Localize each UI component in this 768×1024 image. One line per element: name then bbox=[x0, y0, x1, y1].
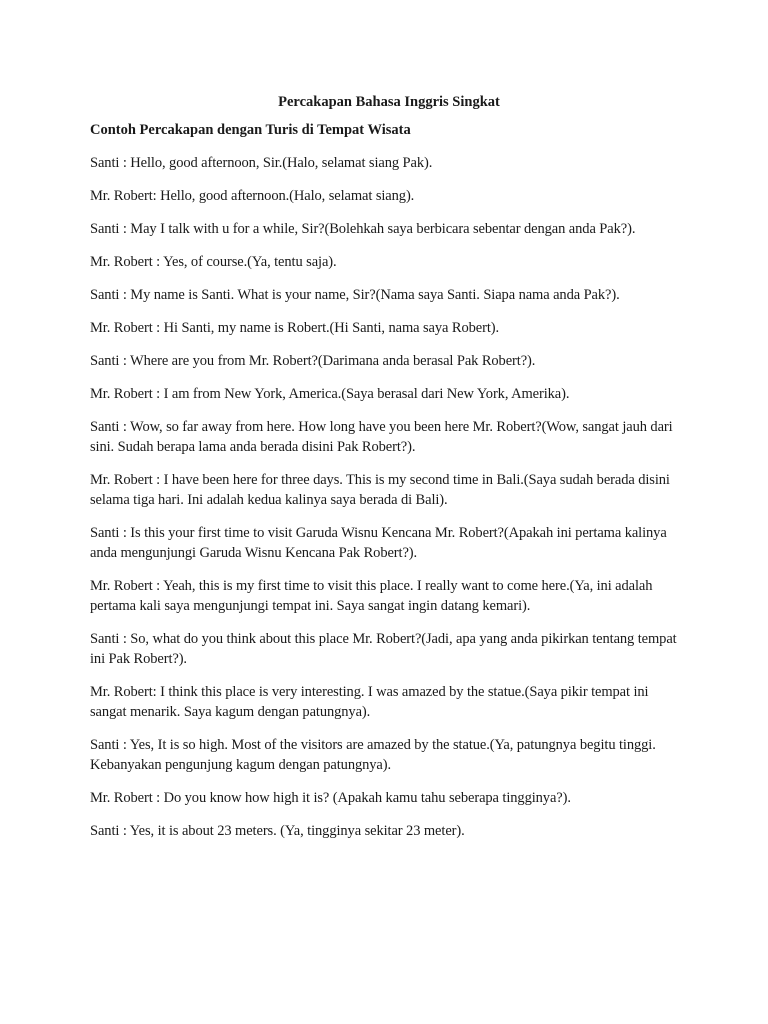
dialogue-line: Santi : Hello, good afternoon, Sir.(Halo, selamat siang Pak). bbox=[90, 155, 433, 171]
dialogue-line: Santi : Wow, so far away from here. How long have you been here Mr. Robert?(Wow, sangat jauh dari sini. Sudah berapa lama anda berada disini Pak Robert?). bbox=[90, 419, 673, 455]
dialogue-line: Santi : So, what do you think about this place Mr. Robert?(Jadi, apa yang anda pikirkan tentang tempat ini Pak Robert?). bbox=[90, 631, 677, 667]
dialogue-line: Mr. Robert : Yes, of course.(Ya, tentu saja). bbox=[90, 254, 337, 270]
document-title: Percakapan Bahasa Inggris Singkat bbox=[278, 94, 500, 110]
dialogue-line: Santi : Where are you from Mr. Robert?(Darimana anda berasal Pak Robert?). bbox=[90, 353, 536, 369]
dialogue-line: Santi : My name is Santi. What is your name, Sir?(Nama saya Santi. Siapa nama anda Pak?). bbox=[90, 287, 620, 303]
dialogue-line: Mr. Robert : I am from New York, America.(Saya berasal dari New York, Amerika). bbox=[90, 386, 570, 402]
dialogue-line: Mr. Robert : Hi Santi, my name is Robert.(Hi Santi, nama saya Robert). bbox=[90, 320, 500, 336]
dialogue-line: Santi : Is this your first time to visit Garuda Wisnu Kencana Mr. Robert?(Apakah ini pertama kalinya anda mengunjungi Garuda Wisnu Kencana Pak Robert?). bbox=[90, 525, 667, 561]
dialogue bbox=[90, 153, 688, 841]
dialogue-line: Santi : May I talk with u for a while, Sir?(Bolehkah saya berbicara sebentar dengan anda Pak?). bbox=[90, 221, 636, 237]
dialogue-line: Santi : Yes, It is so high. Most of the visitors are amazed by the statue.(Ya, patungnya begitu tinggi. Kebanyakan pengunjung kagum dengan patungnya). bbox=[90, 737, 656, 773]
dialogue-line: Mr. Robert : Yeah, this is my first time to visit this place. I really want to come here.(Ya, ini adalah pertama kali saya mengunjungi tempat ini. Saya sangat ingin datang kemari). bbox=[90, 578, 653, 614]
section-heading: Contoh Percakapan dengan Turis di Tempat Wisata bbox=[90, 122, 411, 138]
dialogue-line: Mr. Robert: Hello, good afternoon.(Halo, selamat siang). bbox=[90, 188, 415, 204]
dialogue-line: Mr. Robert : Do you know how high it is? (Apakah kamu tahu seberapa tingginya?). bbox=[90, 790, 571, 806]
dialogue-line: Santi : Yes, it is about 23 meters. (Ya, tingginya sekitar 23 meter). bbox=[90, 823, 465, 839]
dialogue-line: Mr. Robert : I have been here for three days. This is my second time in Bali.(Saya sudah berada disini selama tiga hari. Ini adalah kedua kalinya saya berada di Bali). bbox=[90, 472, 670, 508]
dialogue-line: Mr. Robert: I think this place is very interesting. I was amazed by the statue.(Saya pikir tempat ini sangat menarik. Saya kagum dengan patungnya). bbox=[90, 684, 649, 720]
